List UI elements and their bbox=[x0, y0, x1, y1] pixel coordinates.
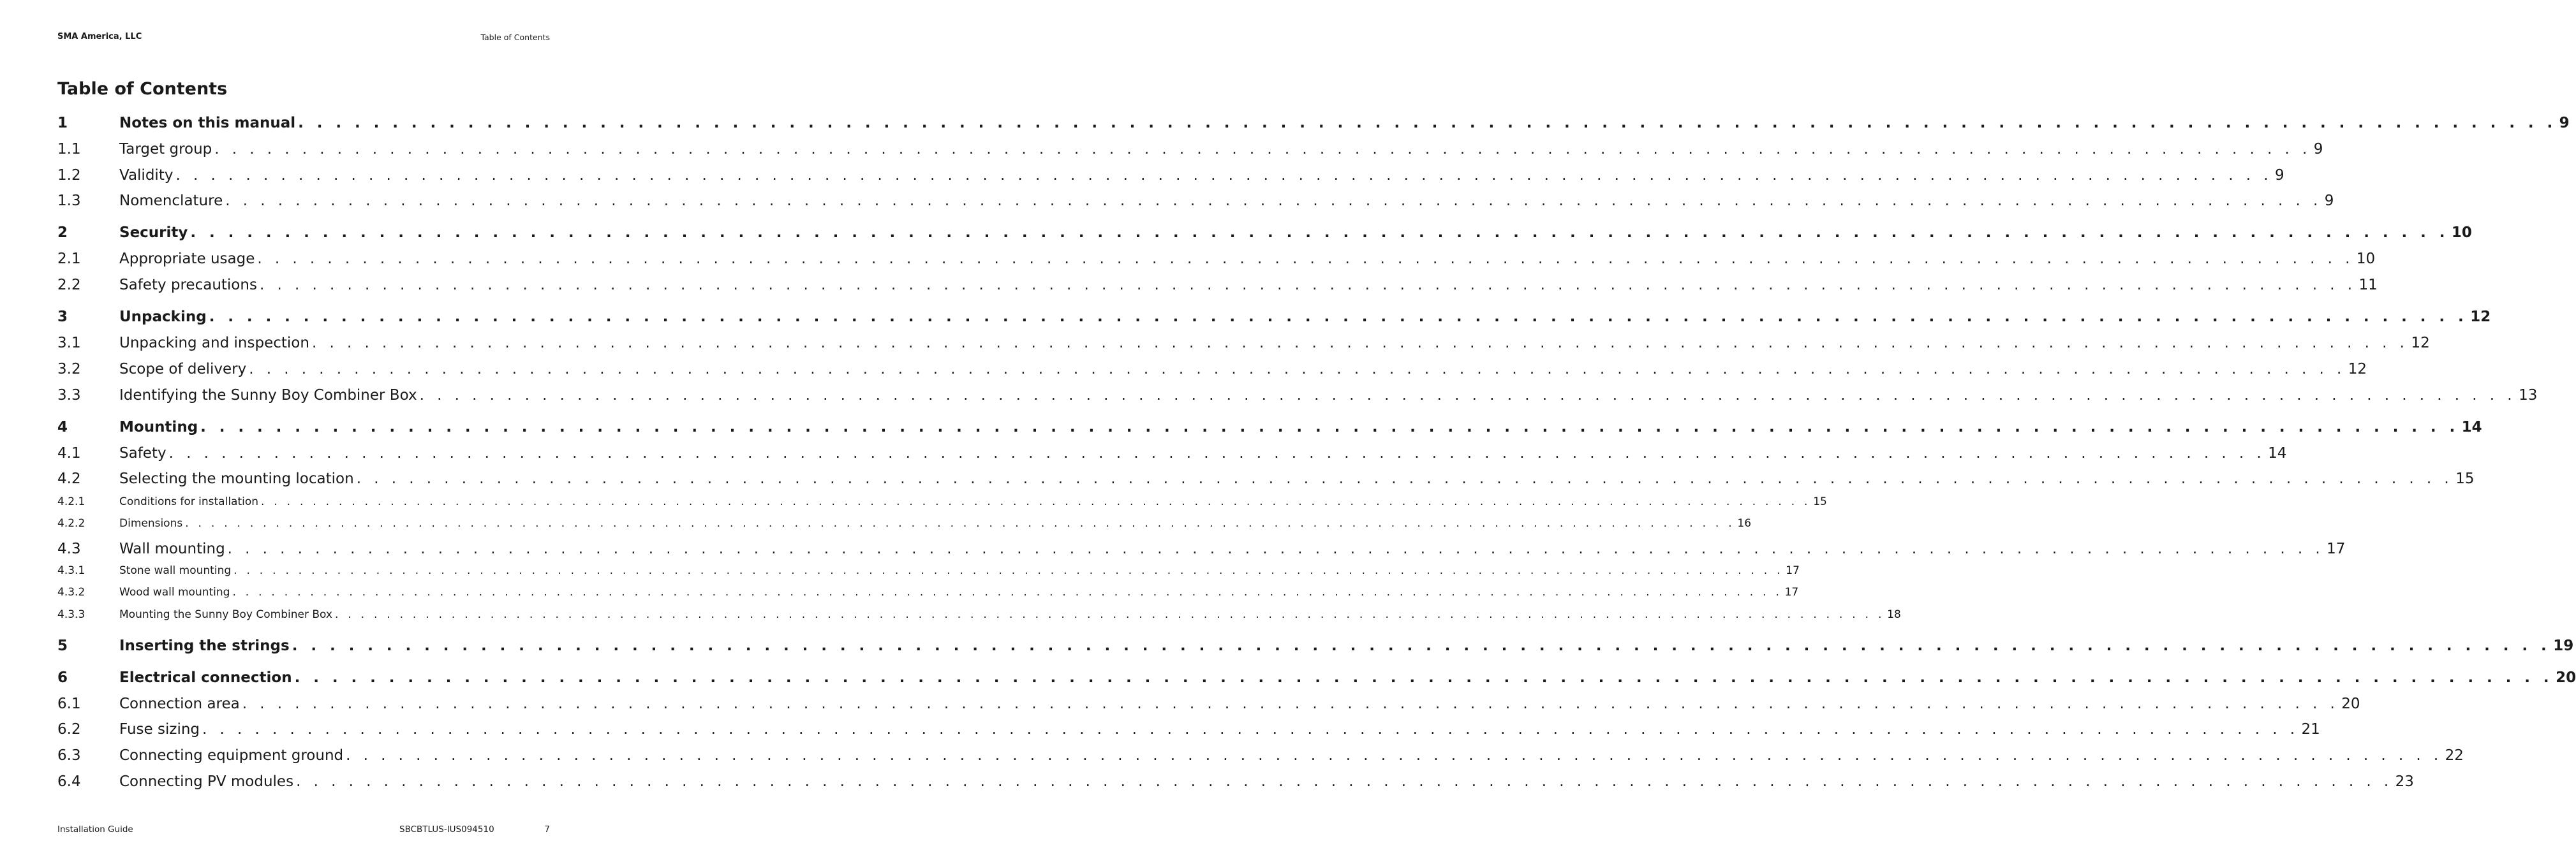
toc-entry-number: 5 bbox=[57, 638, 68, 654]
toc-leader-dots: . . . . . . . . . . . . . . . . . . . . . . . . . . . . . . . . . . . . . . . . . . . . . . . . . . . . . . . . . . . . . . . . . . . . . . . . . . . . . . . . . . . . . . . . . . . . . . . . . . . . . . . . . . . . . . . . . . . . . . . . bbox=[298, 115, 2557, 131]
toc-leader-dots: . . . . . . . . . . . . . . . . . . . . . . . . . . . . . . . . . . . . . . . . . . . . . . . . . . . . . . . . . . . . . . . . . . . . . . . . . . . . . . . . . . . . . . . . . . . . . . . . . . . . . . . . . . . . . . . . . . . . . . . . bbox=[261, 495, 1811, 508]
toc-entry-number: 6.2 bbox=[57, 721, 81, 738]
toc-leader-dots: . . . . . . . . . . . . . . . . . . . . . . . . . . . . . . . . . . . . . . . . . . . . . . . . . . . . . . . . . . . . . . . . . . . . . . . . . . . . . . . . . . . . . . . . . . . . . . . . . . . . . . . . . . . . . . . . . . . . . . . . bbox=[190, 224, 2449, 241]
toc-entry[interactable] bbox=[57, 167, 2284, 185]
toc-entry-page: 15 bbox=[1813, 495, 1827, 508]
toc-entry-number: 1.2 bbox=[57, 167, 81, 184]
toc-entry-number: 1.3 bbox=[57, 193, 81, 209]
toc-entry-page: 15 bbox=[2455, 471, 2475, 487]
toc-entry[interactable] bbox=[57, 141, 2323, 159]
footer-doc-code: SBCBTLUS-IUS094510 bbox=[399, 824, 494, 835]
toc-entry-page: 23 bbox=[2395, 773, 2414, 790]
toc-entry-number: 3.1 bbox=[57, 335, 81, 351]
toc-entry-number: 2 bbox=[57, 224, 68, 241]
toc-entry-number: 2.2 bbox=[57, 277, 81, 293]
toc-entry-number: 4.3.2 bbox=[57, 586, 85, 599]
toc-entry-number: 4.1 bbox=[57, 445, 81, 462]
toc-entry-page: 14 bbox=[2461, 419, 2482, 435]
toc-entry[interactable] bbox=[57, 721, 2320, 739]
toc-entry[interactable] bbox=[57, 747, 2464, 765]
page-title: Table of Contents bbox=[57, 79, 228, 99]
toc-entry-page: 16 bbox=[1737, 517, 1752, 530]
toc-entry-label: Stone wall mounting bbox=[119, 564, 232, 577]
toc-entry-number: 4.2.2 bbox=[57, 517, 85, 530]
header-company: SMA America, LLC bbox=[57, 32, 142, 41]
toc-entry-label: Selecting the mounting location bbox=[119, 471, 354, 487]
toc-entry-label: Connecting PV modules bbox=[119, 773, 294, 790]
toc-entry[interactable] bbox=[57, 495, 1827, 508]
toc-entry-number: 1.1 bbox=[57, 141, 81, 157]
toc-leader-dots: . . . . . . . . . . . . . . . . . . . . . . . . . . . . . . . . . . . . . . . . . . . . . . . . . . . . . . . . . . . . . . . . . . . . . . . . . . . . . . . . . . . . . . . . . . . . . . . . . . . . . . . . . . . . . . . . . . . . . . . . bbox=[257, 251, 2354, 267]
toc-leader-dots: . . . . . . . . . . . . . . . . . . . . . . . . . . . . . . . . . . . . . . . . . . . . . . . . . . . . . . . . . . . . . . . . . . . . . . . . . . . . . . . . . . . . . . . . . . . . . . . . . . . . . . . . . . . . . . . . . . . . . . . . bbox=[334, 608, 1885, 621]
toc-entry[interactable] bbox=[57, 564, 1800, 577]
toc-entry-label: Connecting equipment ground bbox=[119, 747, 344, 764]
toc-leader-dots: . . . . . . . . . . . . . . . . . . . . . . . . . . . . . . . . . . . . . . . . . . . . . . . . . . . . . . . . . . . . . . . . . . . . . . . . . . . . . . . . . . . . . . . . . . . . . . . . . . . . . . . . . . . . . . . . . . . . . . . . bbox=[296, 773, 2393, 790]
toc-leader-dots: . . . . . . . . . . . . . . . . . . . . . . . . . . . . . . . . . . . . . . . . . . . . . . . . . . . . . . . . . . . . . . . . . . . . . . . . . . . . . . . . . . . . . . . . . . . . . . . . . . . . . . . . . . . . . . . . . . . . . . . . bbox=[168, 445, 2266, 462]
toc-entry-label: Identifying the Sunny Boy Combiner Box bbox=[119, 387, 417, 404]
toc-entry-label: Unpacking and inspection bbox=[119, 335, 309, 351]
toc-entry[interactable] bbox=[57, 586, 1799, 599]
toc-entry[interactable] bbox=[57, 335, 2430, 353]
toc-leader-dots: . . . . . . . . . . . . . . . . . . . . . . . . . . . . . . . . . . . . . . . . . . . . . . . . . . . . . . . . . . . . . . . . . . . . . . . . . . . . . . . . . . . . . . . . . . . . . . . . . . . . . . . . . . . . . . . . . . . . . . . . bbox=[294, 669, 2554, 686]
toc-leader-dots: . . . . . . . . . . . . . . . . . . . . . . . . . . . . . . . . . . . . . . . . . . . . . . . . . . . . . . . . . . . . . . . . . . . . . . . . . . . . . . . . . . . . . . . . . . . . . . . . . . . . . . . . . . . . . . . . . . . . . . . . bbox=[259, 277, 2357, 293]
toc-entry-label: Wood wall mounting bbox=[119, 586, 230, 599]
toc-entry-label: Conditions for installation bbox=[119, 495, 259, 508]
toc-entry[interactable] bbox=[57, 608, 1901, 621]
toc-entry-number: 6.1 bbox=[57, 696, 81, 712]
toc-leader-dots: . . . . . . . . . . . . . . . . . . . . . . . . . . . . . . . . . . . . . . . . . . . . . . . . . . . . . . . . . . . . . . . . . . . . . . . . . . . . . . . . . . . . . . . . . . . . . . . . . . . . . . . . . . . . . . . . . . . . . . . . bbox=[356, 471, 2454, 487]
toc-entry[interactable] bbox=[57, 309, 2491, 326]
toc-entry-page: 19 bbox=[2553, 638, 2574, 654]
toc-entry-page: 17 bbox=[1784, 586, 1799, 599]
toc-entry-label: Nomenclature bbox=[119, 193, 223, 209]
toc-leader-dots: . . . . . . . . . . . . . . . . . . . . . . . . . . . . . . . . . . . . . . . . . . . . . . . . . . . . . . . . . . . . . . . . . . . . . . . . . . . . . . . . . . . . . . . . . . . . . . . . . . . . . . . . . . . . . . . . . . . . . . . . bbox=[233, 564, 1784, 577]
toc-entry-page: 20 bbox=[2341, 696, 2360, 712]
toc-entry-label: Fuse sizing bbox=[119, 721, 200, 738]
toc-entry[interactable] bbox=[57, 471, 2475, 488]
toc-entry-label: Scope of delivery bbox=[119, 361, 247, 377]
toc-entry-label: Target group bbox=[119, 141, 212, 157]
toc-entry-number: 3 bbox=[57, 309, 68, 325]
toc-entry-page: 21 bbox=[2301, 721, 2320, 738]
toc-leader-dots: . . . . . . . . . . . . . . . . . . . . . . . . . . . . . . . . . . . . . . . . . . . . . . . . . . . . . . . . . . . . . . . . . . . . . . . . . . . . . . . . . . . . . . . . . . . . . . . . . . . . . . . . . . . . . . . . . . . . . . . . bbox=[242, 696, 2339, 712]
toc-leader-dots: . . . . . . . . . . . . . . . . . . . . . . . . . . . . . . . . . . . . . . . . . . . . . . . . . . . . . . . . . . . . . . . . . . . . . . . . . . . . . . . . . . . . . . . . . . . . . . . . . . . . . . . . . . . . . . . . . . . . . . . . bbox=[292, 638, 2551, 654]
toc-leader-dots: . . . . . . . . . . . . . . . . . . . . . . . . . . . . . . . . . . . . . . . . . . . . . . . . . . . . . . . . . . . . . . . . . . . . . . . . . . . . . . . . . . . . . . . . . . . . . . . . . . . . . . . . . . . . . . . . . . . . . . . . bbox=[227, 541, 2325, 557]
toc-entry[interactable] bbox=[57, 193, 2334, 210]
toc-entry[interactable] bbox=[57, 638, 2574, 655]
toc-entry-label: Connection area bbox=[119, 696, 240, 712]
toc-entry[interactable] bbox=[57, 517, 1752, 530]
toc-entry-number: 4.3 bbox=[57, 541, 81, 557]
toc-entry-page: 9 bbox=[2559, 115, 2570, 131]
toc-entry-page: 14 bbox=[2268, 445, 2287, 462]
toc-entry-label: Notes on this manual bbox=[119, 115, 296, 131]
toc-entry-label: Unpacking bbox=[119, 309, 207, 325]
toc-entry-number: 4.3.1 bbox=[57, 564, 85, 577]
toc-entry-page: 22 bbox=[2445, 747, 2464, 764]
toc-entry[interactable] bbox=[57, 277, 2378, 295]
toc-entry-label: Validity bbox=[119, 167, 174, 184]
toc-leader-dots: . . . . . . . . . . . . . . . . . . . . . . . . . . . . . . . . . . . . . . . . . . . . . . . . . . . . . . . . . . . . . . . . . . . . . . . . . . . . . . . . . . . . . . . . . . . . . . . . . . . . . . . . . . . . . . . . . . . . . . . . bbox=[225, 193, 2322, 209]
toc-leader-dots: . . . . . . . . . . . . . . . . . . . . . . . . . . . . . . . . . . . . . . . . . . . . . . . . . . . . . . . . . . . . . . . . . . . . . . . . . . . . . . . . . . . . . . . . . . . . . . . . . . . . . . . . . . . . . . . . . . . . . . . . bbox=[175, 167, 2272, 184]
toc-leader-dots: . . . . . . . . . . . . . . . . . . . . . . . . . . . . . . . . . . . . . . . . . . . . . . . . . . . . . . . . . . . . . . . . . . . . . . . . . . . . . . . . . . . . . . . . . . . . . . . . . . . . . . . . . . . . . . . . . . . . . . . . bbox=[214, 141, 2311, 157]
toc-entry-number: 4 bbox=[57, 419, 68, 435]
toc-entry-page: 12 bbox=[2348, 361, 2367, 377]
toc-entry-label: Wall mounting bbox=[119, 541, 225, 557]
toc-entry-label: Safety bbox=[119, 445, 167, 462]
footer-doc-type: Installation Guide bbox=[57, 824, 133, 835]
footer-page-number: 7 bbox=[544, 824, 550, 835]
toc-entry-number: 4.2.1 bbox=[57, 495, 85, 508]
toc-entry-page: 18 bbox=[1887, 608, 1901, 621]
toc-entry-label: Security bbox=[119, 224, 188, 241]
toc-entry[interactable] bbox=[57, 115, 2570, 133]
toc-leader-dots: . . . . . . . . . . . . . . . . . . . . . . . . . . . . . . . . . . . . . . . . . . . . . . . . . . . . . . . . . . . . . . . . . . . . . . . . . . . . . . . . . . . . . . . . . . . . . . . . . . . . . . . . . . . . . . . . . . . . . . . . bbox=[249, 361, 2346, 377]
toc-entry[interactable] bbox=[57, 224, 2472, 242]
toc-entry-page: 11 bbox=[2358, 277, 2378, 293]
toc-leader-dots: . . . . . . . . . . . . . . . . . . . . . . . . . . . . . . . . . . . . . . . . . . . . . . . . . . . . . . . . . . . . . . . . . . . . . . . . . . . . . . . . . . . . . . . . . . . . . . . . . . . . . . . . . . . . . . . . . . . . . . . . bbox=[311, 335, 2409, 351]
toc-leader-dots: . . . . . . . . . . . . . . . . . . . . . . . . . . . . . . . . . . . . . . . . . . . . . . . . . . . . . . . . . . . . . . . . . . . . . . . . . . . . . . . . . . . . . . . . . . . . . . . . . . . . . . . . . . . . . . . . . . . . . . . . bbox=[346, 747, 2443, 764]
toc-entry-page: 10 bbox=[2356, 251, 2376, 267]
toc-entry-page: 9 bbox=[2274, 167, 2284, 184]
toc-entry-number: 4.3.3 bbox=[57, 608, 85, 621]
toc-leader-dots: . . . . . . . . . . . . . . . . . . . . . . . . . . . . . . . . . . . . . . . . . . . . . . . . . . . . . . . . . . . . . . . . . . . . . . . . . . . . . . . . . . . . . . . . . . . . . . . . . . . . . . . . . . . . . . . . . . . . . . . . bbox=[232, 586, 1782, 599]
toc-entry-label: Mounting bbox=[119, 419, 198, 435]
toc-entry-page: 17 bbox=[2327, 541, 2346, 557]
toc-entry-number: 3.3 bbox=[57, 387, 81, 404]
toc-entry-label: Appropriate usage bbox=[119, 251, 255, 267]
toc-entry[interactable] bbox=[57, 669, 2576, 687]
toc-entry[interactable] bbox=[57, 445, 2287, 463]
toc-leader-dots: . . . . . . . . . . . . . . . . . . . . . . . . . . . . . . . . . . . . . . . . . . . . . . . . . . . . . . . . . . . . . . . . . . . . . . . . . . . . . . . . . . . . . . . . . . . . . . . . . . . . . . . . . . . . . . . . . . . . . . . . bbox=[209, 309, 2468, 325]
toc-entry[interactable] bbox=[57, 387, 2538, 405]
toc-entry-page: 9 bbox=[2313, 141, 2323, 157]
header-section: Table of Contents bbox=[480, 33, 550, 42]
toc-entry-page: 20 bbox=[2556, 669, 2576, 686]
toc-entry-label: Safety precautions bbox=[119, 277, 257, 293]
toc-leader-dots: . . . . . . . . . . . . . . . . . . . . . . . . . . . . . . . . . . . . . . . . . . . . . . . . . . . . . . . . . . . . . . . . . . . . . . . . . . . . . . . . . . . . . . . . . . . . . . . . . . . . . . . . . . . . . . . . . . . . . . . . bbox=[200, 419, 2459, 435]
toc-entry[interactable] bbox=[57, 361, 2367, 379]
toc-entry-number: 3.2 bbox=[57, 361, 81, 377]
toc-leader-dots: . . . . . . . . . . . . . . . . . . . . . . . . . . . . . . . . . . . . . . . . . . . . . . . . . . . . . . . . . . . . . . . . . . . . . . . . . . . . . . . . . . . . . . . . . . . . . . . . . . . . . . . . . . . . . . . . . . . . . . . . bbox=[419, 387, 2517, 404]
toc-entry-page: 12 bbox=[2470, 309, 2491, 325]
toc-entry-number: 1 bbox=[57, 115, 68, 131]
toc-entry-number: 6.3 bbox=[57, 747, 81, 764]
toc-entry-number: 2.1 bbox=[57, 251, 81, 267]
toc-entry[interactable] bbox=[57, 773, 2414, 791]
toc-entry[interactable] bbox=[57, 696, 2360, 713]
toc-entry[interactable] bbox=[57, 251, 2376, 268]
toc-entry[interactable] bbox=[57, 419, 2482, 437]
toc-entry-number: 4.2 bbox=[57, 471, 81, 487]
toc-entry-page: 10 bbox=[2451, 224, 2472, 241]
toc-entry-number: 6 bbox=[57, 669, 68, 686]
toc-leader-dots: . . . . . . . . . . . . . . . . . . . . . . . . . . . . . . . . . . . . . . . . . . . . . . . . . . . . . . . . . . . . . . . . . . . . . . . . . . . . . . . . . . . . . . . . . . . . . . . . . . . . . . . . . . . . . . . . . . . . . . . . bbox=[202, 721, 2299, 738]
toc-entry-page: 9 bbox=[2324, 193, 2334, 209]
toc-entry-page: 12 bbox=[2411, 335, 2430, 351]
toc-entry-page: 17 bbox=[1786, 564, 1800, 577]
toc-entry-label: Inserting the strings bbox=[119, 638, 290, 654]
toc-leader-dots: . . . . . . . . . . . . . . . . . . . . . . . . . . . . . . . . . . . . . . . . . . . . . . . . . . . . . . . . . . . . . . . . . . . . . . . . . . . . . . . . . . . . . . . . . . . . . . . . . . . . . . . . . . . . . . . . . . . . . . . . bbox=[185, 517, 1735, 530]
toc-entry-page: 13 bbox=[2519, 387, 2538, 404]
toc-entry[interactable] bbox=[57, 541, 2346, 559]
toc-entry-label: Electrical connection bbox=[119, 669, 292, 686]
toc-entry-label: Dimensions bbox=[119, 517, 183, 530]
toc-entry-number: 6.4 bbox=[57, 773, 81, 790]
toc-entry-label: Mounting the Sunny Boy Combiner Box bbox=[119, 608, 332, 621]
